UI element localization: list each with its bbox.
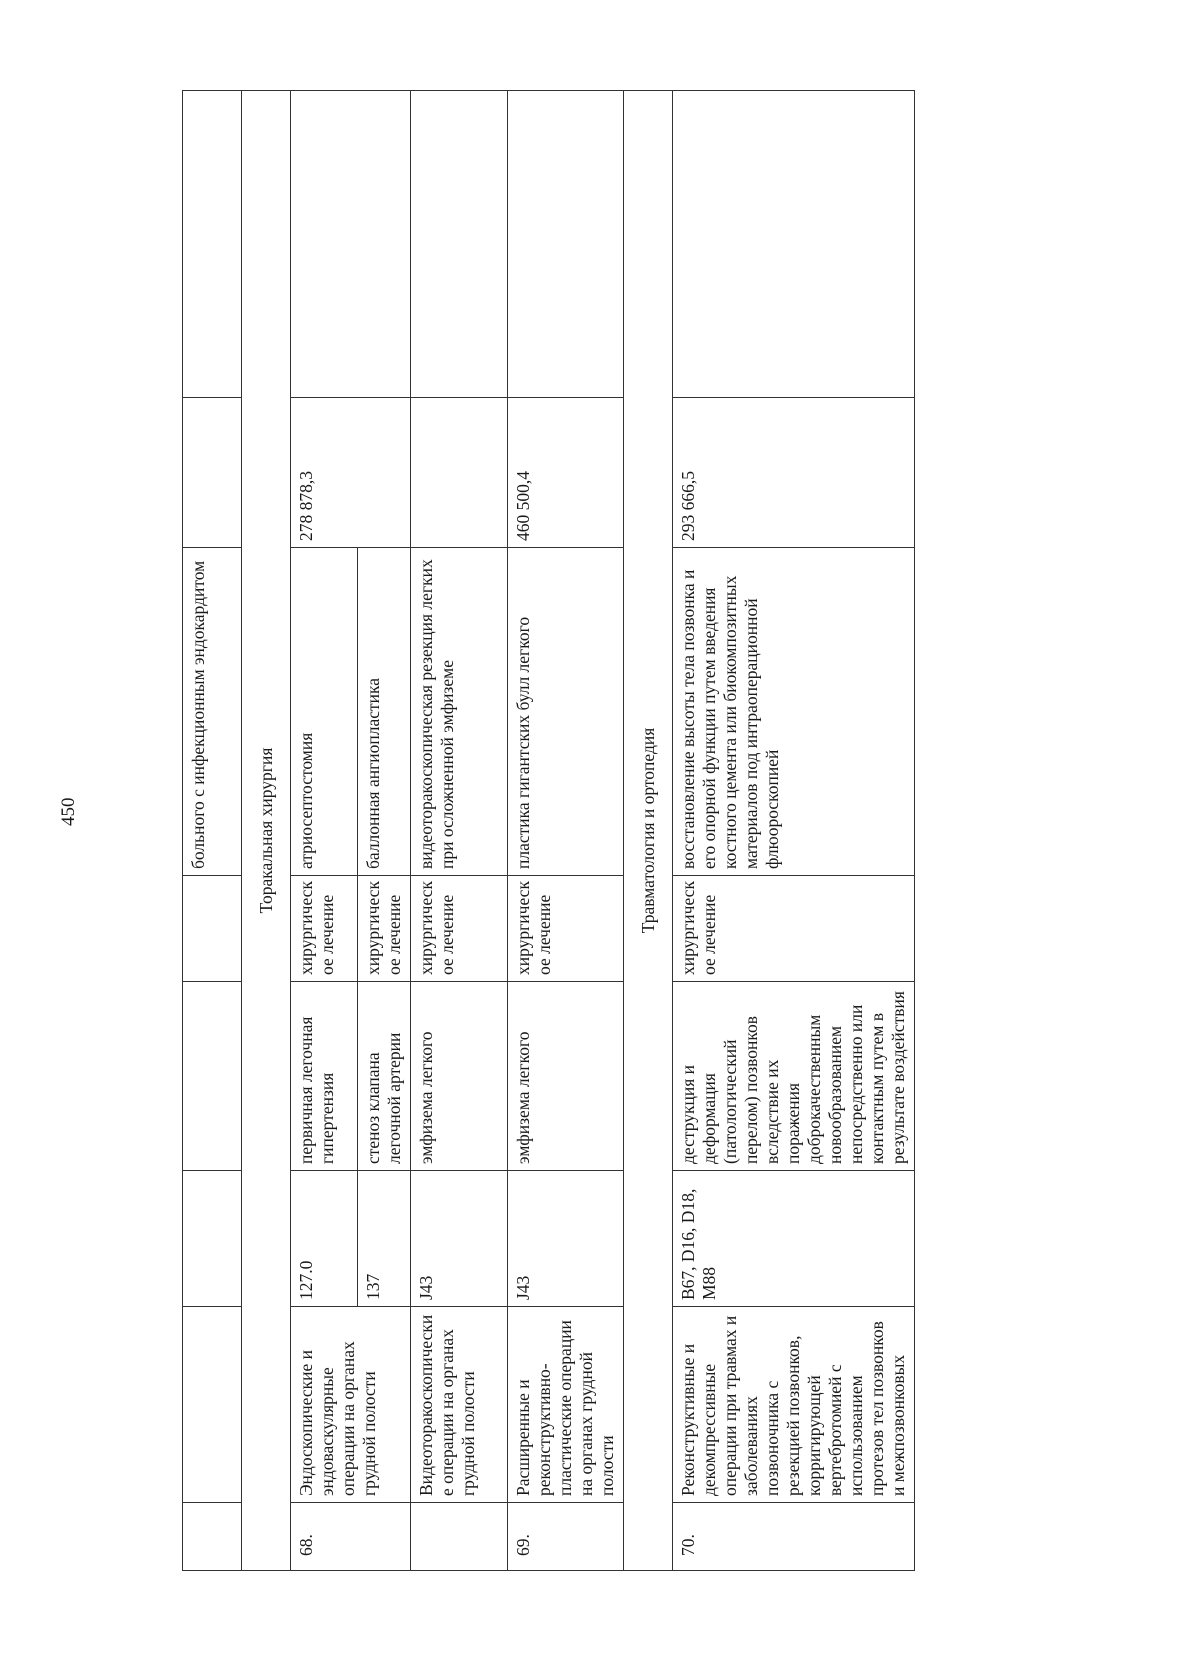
table-row bbox=[183, 91, 242, 1571]
cell-model: эмфизема легкого bbox=[411, 982, 508, 1171]
cell-extra bbox=[673, 91, 915, 398]
cell-number: 69. bbox=[508, 1503, 624, 1571]
cell-model: деструкция и деформация (патологический перелом) позвонков вследствие их поражения доброкачественным новообразованием непосредственно или контактным путем в результате воздействия bbox=[673, 982, 915, 1171]
cell-extra bbox=[291, 91, 411, 398]
cell-price bbox=[411, 398, 508, 548]
cell-model bbox=[183, 982, 242, 1171]
cell-name: Расширенные и реконструктивно-пластические операции на органах грудной полости bbox=[508, 1307, 624, 1503]
table-row bbox=[291, 91, 358, 1571]
cell-treatment bbox=[183, 876, 242, 982]
table-row bbox=[411, 91, 508, 1571]
cell-price: 278 878,3 bbox=[291, 398, 411, 548]
cell-price bbox=[183, 398, 242, 548]
cell-price: 460 500,4 bbox=[508, 398, 624, 548]
table-row bbox=[673, 91, 915, 1571]
cell-treatment: хирургическ ое лечение bbox=[508, 876, 624, 982]
page-number: 450 bbox=[58, 797, 79, 826]
section-title: Торакальная хирургия bbox=[242, 91, 291, 1571]
cell-method: пластика гигантских булл легкого bbox=[508, 548, 624, 876]
cell-number bbox=[411, 1503, 508, 1571]
cell-method: баллонная ангиопластика bbox=[358, 548, 411, 876]
cell-extra bbox=[508, 91, 624, 398]
table-row bbox=[508, 91, 624, 1571]
cell-extra bbox=[183, 91, 242, 398]
cell-code: В67, D16, D18, М88 bbox=[673, 1171, 915, 1307]
cell-name: Реконструктивные и декомпрессивные операции при травмах и заболеваниях позвоночника с резекцией позвонков, корригирующей вертебротомией с использованием протезов тел позвонков и межпозвонковых bbox=[673, 1307, 915, 1503]
cell-name bbox=[183, 1307, 242, 1503]
cell-code: J43 bbox=[411, 1171, 508, 1307]
cell-method: восстановление высоты тела позвонка и его опорной функции путем введения костного цемента или биокомпозитных материалов под интраоперационной флюороскопией bbox=[673, 548, 915, 876]
cell-model: первичная легочная гипертензия bbox=[291, 982, 358, 1171]
cell-treatment: хирургическ ое лечение bbox=[358, 876, 411, 982]
section-title: Травматология и ортопедия bbox=[624, 91, 673, 1571]
cell-treatment: хирургическ ое лечение bbox=[411, 876, 508, 982]
section-row bbox=[624, 91, 673, 1571]
cell-model: стеноз клапана легочной артерии bbox=[358, 982, 411, 1171]
cell-method: атриосептостомия bbox=[291, 548, 358, 876]
cell-price: 293 666,5 bbox=[673, 398, 915, 548]
cell-code: J43 bbox=[508, 1171, 624, 1307]
cell-extra bbox=[411, 91, 508, 398]
cell-number bbox=[183, 1503, 242, 1571]
cell-name: Видеоторакоскопически е операции на органах грудной полости bbox=[411, 1307, 508, 1503]
cell-number: 70. bbox=[673, 1503, 915, 1571]
cell-treatment: хирургическ ое лечение bbox=[291, 876, 358, 982]
cell-model: эмфизема легкого bbox=[508, 982, 624, 1171]
cell-code: 127.0 bbox=[291, 1171, 358, 1307]
cell-number: 68. bbox=[291, 1503, 411, 1571]
cell-code: 137 bbox=[358, 1171, 411, 1307]
section-row bbox=[242, 91, 291, 1571]
cell-method: видеоторакоскопическая резекция легких при осложненной эмфиземе bbox=[411, 548, 508, 876]
cell-name: Эндоскопические и эндоваскулярные операции на органах грудной полости bbox=[291, 1307, 411, 1503]
cell-method: больного с инфекционным эндокардитом bbox=[183, 548, 242, 876]
cell-treatment: хирургическ ое лечение bbox=[673, 876, 915, 982]
cell-code bbox=[183, 1171, 242, 1307]
rotated-page bbox=[182, 91, 1122, 1571]
services-table bbox=[182, 90, 915, 1571]
